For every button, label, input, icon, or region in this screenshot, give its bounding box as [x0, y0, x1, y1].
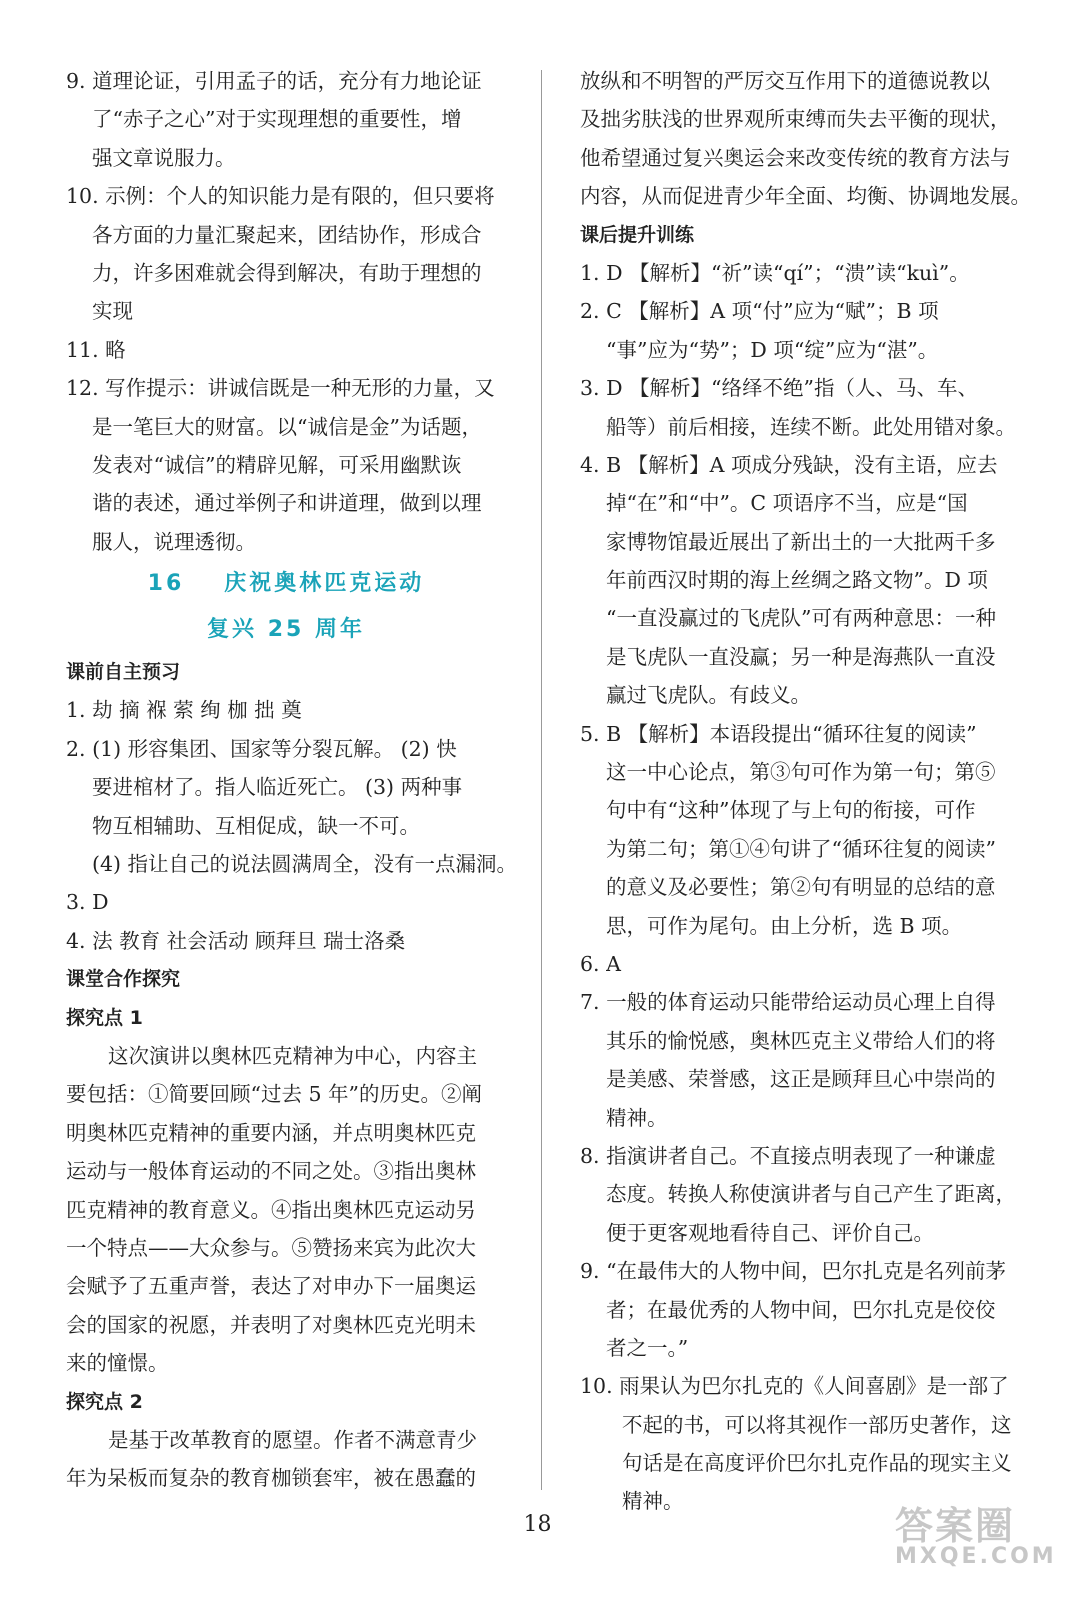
answer-line: 精神。	[622, 1489, 684, 1514]
point1-line: 来的憧憬。	[66, 1351, 169, 1376]
answer-line: 是美感、荣誉感，这正是顾拜旦心中崇尚的	[606, 1067, 996, 1092]
preview-line: 4. 法 教育 社会活动 顾拜旦 瑞士洛桑	[66, 928, 406, 953]
answer-line: 家博物馆最近展出了新出土的一大批两千多	[606, 529, 996, 554]
point1-line: 要包括：①简要回顾“过去 5 年”的历史。②阐	[66, 1082, 483, 1107]
answer-line: 是飞虎队一直没赢；另一种是海燕队一直没	[606, 644, 996, 669]
point2-cont-line: 放纵和不明智的严厉交互作用下的道德说教以	[580, 69, 990, 93]
answer-line: 其乐的愉悦感，奥林匹克主义带给人们的将	[606, 1028, 996, 1053]
answer-line: “事”应为“势”；D 项“绽”应为“湛”。	[606, 337, 939, 362]
answer-9-line: 强文章说服力。	[92, 145, 236, 170]
answer-line: 10. 雨果认为巴尔扎克的《人间喜剧》是一部了	[580, 1374, 1009, 1399]
point1-line: 会赋予了五重声誉，表达了对申办下一届奥运	[66, 1274, 476, 1299]
lesson-title	[66, 561, 506, 607]
answer-line: 7. 一般的体育运动只能带给运动员心理上自得	[580, 990, 996, 1015]
watermark-top: 答案圈	[895, 1504, 1016, 1548]
point1-line: 会的国家的祝愿，并表明了对奥林匹克光明未	[66, 1312, 476, 1337]
answer-10-line: 力，许多困难就会得到解决，有助于理想的	[92, 260, 482, 285]
answer-10-line: 实现	[92, 299, 133, 324]
preview-line: 要进棺材了。指人临近死亡。 (3) 两种事	[92, 775, 463, 800]
answer-9-line: 了“赤子之心”对于实现理想的重要性，增	[92, 107, 462, 132]
answer-line: 1. D 【解析】“祈”读“qí”；“溃”读“kuì”。	[580, 260, 970, 285]
answer-line: 掉“在”和“中”。C 项语序不当，应是“国	[606, 491, 968, 516]
answer-line: 精神。	[606, 1105, 668, 1130]
answer-line: 思，可作为尾句。由上分析，选 B 项。	[606, 913, 963, 938]
right-column	[580, 62, 1031, 1521]
answer-line: 6. A	[580, 951, 621, 976]
answer-12-line: 是一笔巨大的财富。以“诚信是金”为话题，	[92, 414, 482, 439]
answer-line: 5. B 【解析】本语段提出“循环往复的阅读”	[580, 721, 977, 746]
preview-line: 物互相辅助、互相促成，缺一不可。	[92, 813, 420, 838]
column-divider	[541, 70, 542, 1490]
point2-line: 年为呆板而复杂的教育枷锁套牢，被在愚蠢的	[66, 1466, 476, 1491]
answer-line: 船等）前后相接，连续不断。此处用错对象。	[606, 414, 1016, 439]
point2-cont-line: 他希望通过复兴奥运会来改变传统的教育方法与	[580, 145, 1011, 170]
answer-line: 这一中心论点，第③句可作为第一句；第⑤	[606, 760, 996, 785]
answer-line: 者之一。”	[606, 1335, 689, 1360]
answer-line: 为第二句；第①④句讲了“循环往复的阅读”	[606, 836, 996, 861]
answer-11-line: 11. 略	[66, 337, 126, 362]
point2-cont-line: 及拙劣肤浅的世界观所束缚而失去平衡的现状，	[580, 107, 1011, 132]
section-heading-after: 课后提升训练	[580, 223, 695, 246]
preview-line: 1. 劫 摘 褓 萦 绚 枷 拙 奠	[66, 698, 302, 723]
answer-line: 便于更客观地看待自己、评价自己。	[606, 1220, 934, 1245]
answer-line: 2. C 【解析】A 项“付”应为“赋”；B 项	[580, 299, 939, 324]
answer-12-line: 谐的表述，通过举例子和讲道理，做到以理	[92, 491, 482, 516]
answer-line: 的意义及必要性；第②句有明显的总结的意	[606, 875, 996, 900]
answer-line: 4. B 【解析】A 项成分残缺，没有主语，应去	[580, 452, 998, 477]
point2-cont-line: 内容，从而促进青少年全面、均衡、协调地发展。	[580, 184, 1031, 209]
answer-line: 9. “在最伟大的人物中间，巴尔扎克是名列前茅	[580, 1259, 1007, 1284]
answer-line: “一直没赢过的飞虎队”可有两种意思：一种	[606, 606, 996, 631]
point1-line: 明奥林匹克精神的重要内涵，并点明奥林匹克	[66, 1120, 476, 1145]
answer-line: 赢过飞虎队。有歧义。	[606, 683, 811, 708]
answer-10-line: 各方面的力量汇聚起来，团结协作，形成合	[92, 222, 482, 247]
point1-line: 匹克精神的教育意义。④指出奥林匹克运动另	[66, 1197, 476, 1222]
point1-line: 运动与一般体育运动的不同之处。③指出奥林	[66, 1159, 476, 1184]
point1-line: 一个特点——大众参与。⑤赞扬来宾为此次大	[66, 1235, 476, 1260]
answer-10-line: 10. 示例：个人的知识能力是有限的，但只要将	[66, 184, 495, 209]
answer-12-line: 服人，说理透彻。	[92, 529, 256, 554]
section-heading-preview: 课前自主预习	[66, 661, 181, 684]
answer-line: 句话是在高度评价巴尔扎克作品的现实主义	[622, 1451, 1012, 1476]
answer-line: 态度。转换人称使演讲者与自己产生了距离，	[606, 1182, 1016, 1207]
point2-line: 是基于改革教育的愿望。作者不满意青少	[108, 1427, 477, 1452]
answer-12-line: 发表对“诚信”的精辟见解，可采用幽默诙	[92, 452, 462, 477]
answer-line: 者；在最优秀的人物中间，巴尔扎克是佼佼	[606, 1297, 996, 1322]
left-column	[66, 62, 518, 1498]
preview-line: 3. D	[66, 890, 109, 915]
answer-line: 年前西汉时期的海上丝绸之路文物”。D 项	[606, 568, 988, 593]
answer-line: 句中有“这种”体现了与上句的衔接，可作	[606, 798, 976, 823]
lesson-number: 16	[147, 571, 185, 597]
answer-line: 不起的书，可以将其视作一部历史著作，这	[622, 1412, 1012, 1437]
page-number: 18	[523, 1512, 552, 1537]
point2-heading: 探究点 2	[66, 1390, 143, 1413]
point1-heading: 探究点 1	[66, 1006, 143, 1029]
watermark-logo	[895, 1495, 1055, 1585]
section-heading-class: 课堂合作探究	[66, 968, 181, 991]
point1-line: 这次演讲以奥林匹克精神为中心，内容主	[108, 1043, 477, 1068]
preview-line: 2. (1) 形容集团、国家等分裂瓦解。 (2) 快	[66, 736, 457, 761]
answer-12-line: 12. 写作提示：讲诚信既是一种无形的力量，又	[66, 376, 495, 401]
watermark-bottom: MXQE.COM	[895, 1544, 1057, 1569]
answer-line: 3. D 【解析】“络绎不绝”指（人、马、车、	[580, 376, 978, 401]
answer-9-line: 9. 道理论证，引用孟子的话，充分有力地论证	[66, 69, 482, 93]
preview-line: (4) 指让自己的说法圆满周全，没有一点漏洞。	[92, 852, 518, 877]
lesson-title-line1: 庆祝奥林匹克运动	[224, 571, 425, 597]
answer-line: 8. 指演讲者自己。不直接点明表现了一种谦虚	[580, 1143, 996, 1168]
lesson-title-line2: 复兴 25 周年	[207, 617, 365, 643]
